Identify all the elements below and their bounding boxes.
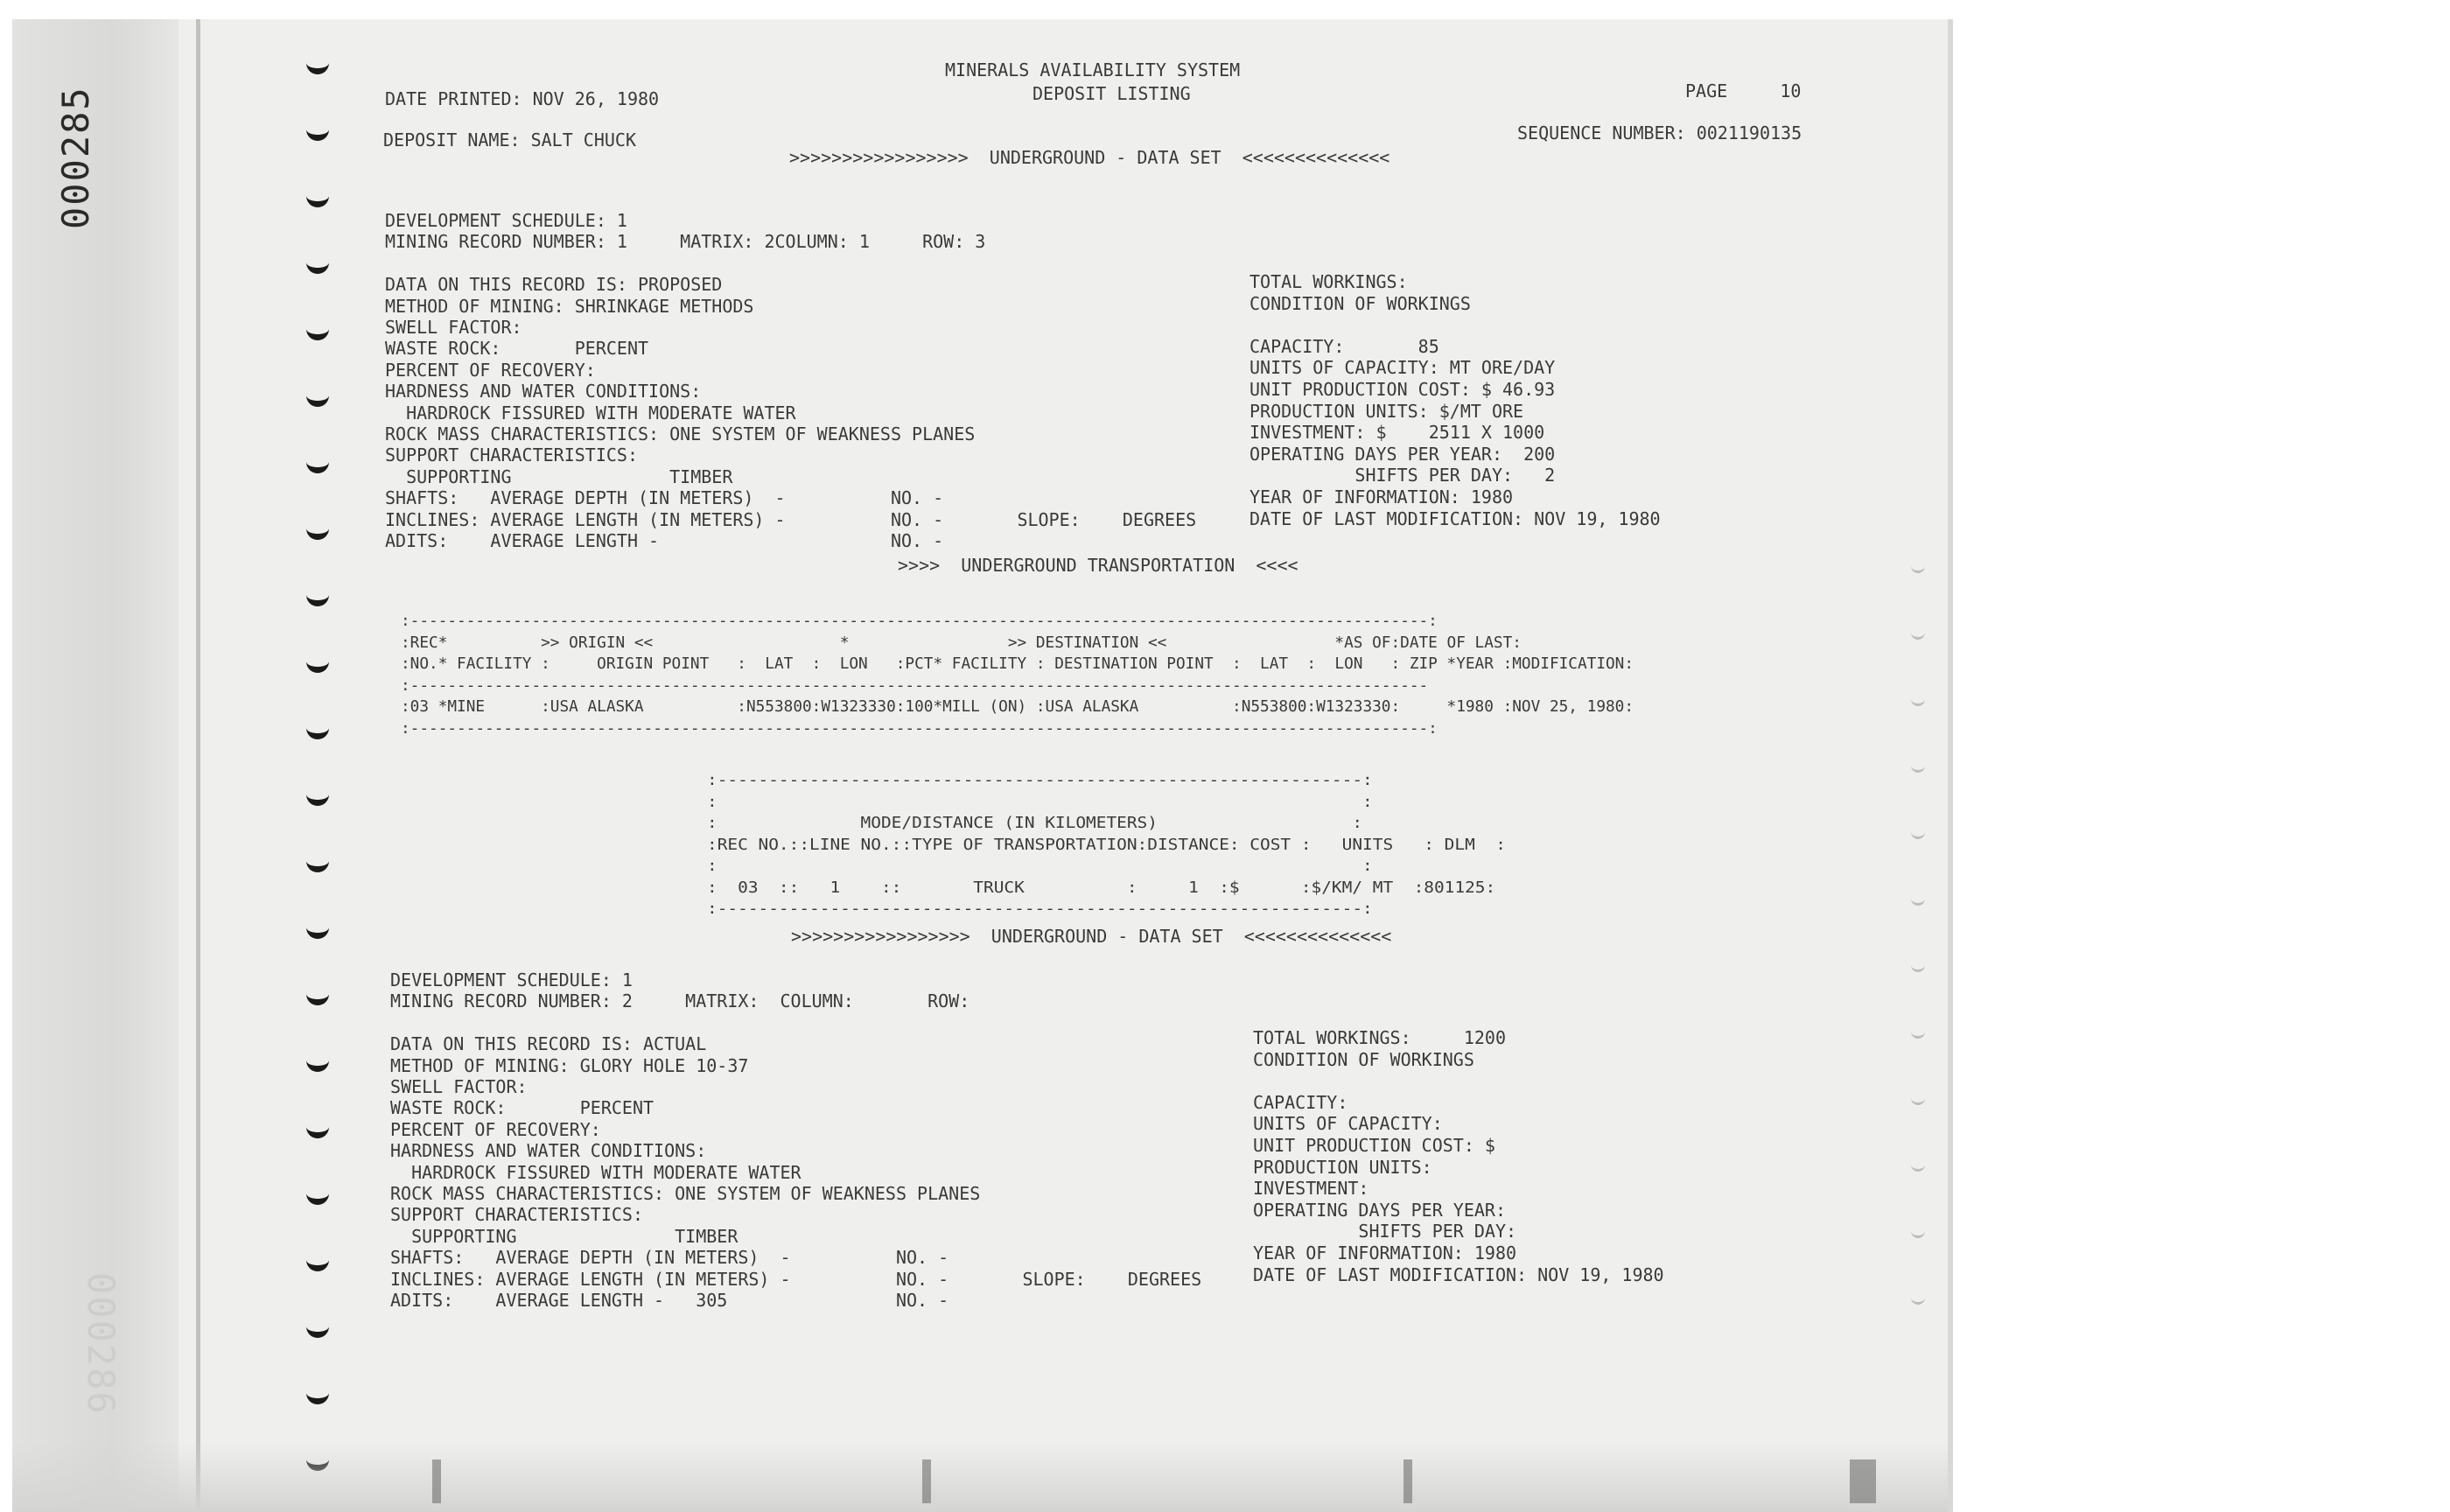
sheet-edge [1948,19,1953,1512]
printout-line: WASTE ROCK: PERCENT [390,1097,654,1119]
printout-line: INCLINES: AVERAGE LENGTH (IN METERS) - NO. - SLOPE: DEGREES [385,508,1197,530]
printout-line: TOTAL WORKINGS: [1250,271,1408,292]
printout-line: :REC* >> ORIGIN << * >> DESTINATION << *AS OF:DATE OF LAST: [401,633,1522,652]
data-set-2-banner: >>>>>>>>>>>>>>>>> UNDERGROUND - DATA SET <<<<<<<<<<<<<< [791,926,1392,947]
printout-line: : : [707,792,1373,811]
page-number: PAGE 10 [1685,80,1802,102]
printout-line: CAPACITY: [1253,1091,1348,1113]
sequence-number: SEQUENCE NUMBER: 0021190135 [1517,122,1802,144]
printout-line: CONDITION OF WORKINGS [1250,292,1471,314]
printout-line: :---------------------------------------------------------------: [707,771,1373,789]
date-printed: DATE PRINTED: NOV 26, 1980 [385,88,660,109]
printout-line: METHOD OF MINING: GLORY HOLE 10-37 [390,1054,749,1076]
printout-line: SUPPORTING TIMBER [385,466,733,487]
printout-line: INCLINES: AVERAGE LENGTH (IN METERS) - NO. - SLOPE: DEGREES [390,1268,1202,1290]
printout-line: :------------------------------------------------------------------------------------------------------------- [401,676,1429,695]
printout-line: SUPPORT CHARACTERISTICS: [385,444,638,466]
system-title: MINERALS AVAILABILITY SYSTEM [945,60,1241,80]
printout-line: OPERATING DAYS PER YEAR: [1253,1199,1506,1221]
page-stamp-top: 000285 [54,86,97,229]
printout-line: CAPACITY: 85 [1250,335,1439,357]
printout-line: CONDITION OF WORKINGS [1253,1048,1474,1070]
printout-line: PRODUCTION UNITS: $/MT ORE [1250,400,1524,422]
printout-line: :---------------------------------------------------------------: [707,900,1373,918]
printout-line: :NO.* FACILITY : ORIGIN POINT : LAT : LON :PCT* FACILITY : DESTINATION POINT : LAT : LON : ZIP *YEAR :MODIFICATION: [401,654,1634,673]
printout-line: SHAFTS: AVERAGE DEPTH (IN METERS) - NO. - [385,487,944,509]
printout-line: SHIFTS PER DAY: 2 [1250,465,1556,486]
printout-line: DATE OF LAST MODIFICATION: NOV 19, 1980 [1253,1264,1664,1285]
printout-line: INVESTMENT: $ 2511 X 1000 [1250,422,1545,444]
printout-line: MINING RECORD NUMBER: 2 MATRIX: COLUMN: ROW: [390,990,970,1012]
printout-line: SUPPORTING TIMBER [390,1225,738,1247]
printout-line: : : [707,857,1373,875]
printout-line: ADITS: AVERAGE LENGTH - 305 NO. - [390,1290,949,1311]
printout-line: ROCK MASS CHARACTERISTICS: ONE SYSTEM OF WEAKNESS PLANES [390,1183,981,1204]
printout-line: INVESTMENT: [1253,1178,1369,1200]
printout-line: YEAR OF INFORMATION: 1980 [1253,1242,1517,1264]
printout-line: :-------------------------------------------------------------------------------------------------------------: [401,612,1438,630]
printout-line: DEVELOPMENT SCHEDULE: 1 [385,210,627,231]
printout-line: TOTAL WORKINGS: 1200 [1253,1027,1506,1048]
printout-line: DATA ON THIS RECORD IS: ACTUAL [390,1033,707,1055]
printout-line: SHIFTS PER DAY: [1253,1221,1517,1242]
printout-line: UNIT PRODUCTION COST: $ [1253,1135,1495,1156]
listing-title: DEPOSIT LISTING [1032,83,1191,104]
printout-line: DATA ON THIS RECORD IS: PROPOSED [385,274,723,296]
deposit-name: DEPOSIT NAME: SALT CHUCK [383,130,636,150]
printout-line: DEVELOPMENT SCHEDULE: 1 [390,970,633,990]
printout-line: METHOD OF MINING: SHRINKAGE METHODS [385,295,754,317]
printout-line: PERCENT OF RECOVERY: [390,1118,601,1140]
printout-line: PRODUCTION UNITS: [1253,1156,1432,1178]
printout-line: SWELL FACTOR: [390,1076,528,1097]
printout-line: ROCK MASS CHARACTERISTICS: ONE SYSTEM OF WEAKNESS PLANES [385,424,976,444]
printout-line: :03 *MINE :USA ALASKA :N553800:W1323330:100*MILL (ON) :USA ALASKA :N553800:W1323330: *1980 :NOV 25, 1980: [401,697,1634,716]
data-set-1-banner: >>>>>>>>>>>>>>>>> UNDERGROUND - DATA SET <<<<<<<<<<<<<< [789,147,1390,168]
printout-line: SUPPORT CHARACTERISTICS: [390,1204,643,1226]
printout-line: HARDROCK FISSURED WITH MODERATE WATER [385,402,796,424]
printout-line: DATE OF LAST MODIFICATION: NOV 19, 1980 [1250,508,1661,529]
scanned-sheet [12,19,1948,1512]
printout-line: SHAFTS: AVERAGE DEPTH (IN METERS) - NO. - [390,1247,949,1269]
printout-line: :REC NO.::LINE NO.::TYPE OF TRANSPORTATION:DISTANCE: COST : UNITS : DLM : [707,835,1506,854]
deposit-listing-printout [12,19,1948,1512]
printout-line: SWELL FACTOR: [385,317,522,338]
printout-line: : 03 :: 1 :: TRUCK : 1 :$ :$/KM/ MT :801125: [707,878,1496,897]
printout-line: HARDNESS AND WATER CONDITIONS: [390,1140,707,1162]
printout-line: YEAR OF INFORMATION: 1980 [1250,486,1514,508]
printout-line: :-------------------------------------------------------------------------------------------------------------: [401,718,1438,738]
printout-line: : MODE/DISTANCE (IN KILOMETERS) : [707,814,1363,832]
printout-line: HARDROCK FISSURED WITH MODERATE WATER [390,1161,802,1183]
printout-line: PERCENT OF RECOVERY: [385,359,596,381]
printout-line: ADITS: AVERAGE LENGTH - NO. - [385,530,944,551]
printout-line: UNITS OF CAPACITY: [1253,1113,1443,1135]
printout-line: OPERATING DAYS PER YEAR: 200 [1250,443,1556,465]
printout-line: MINING RECORD NUMBER: 1 MATRIX: 2COLUMN: 1 ROW: 3 [385,231,986,253]
printout-line: HARDNESS AND WATER CONDITIONS: [385,381,702,402]
printout-line: UNIT PRODUCTION COST: $ 46.93 [1250,379,1556,400]
printout-line: UNITS OF CAPACITY: MT ORE/DAY [1250,357,1556,379]
transportation-banner: >>>> UNDERGROUND TRANSPORTATION <<<< [898,555,1298,576]
printout-line: WASTE ROCK: PERCENT [385,338,649,360]
page-stamp-bottom: 000286 [80,1272,122,1416]
